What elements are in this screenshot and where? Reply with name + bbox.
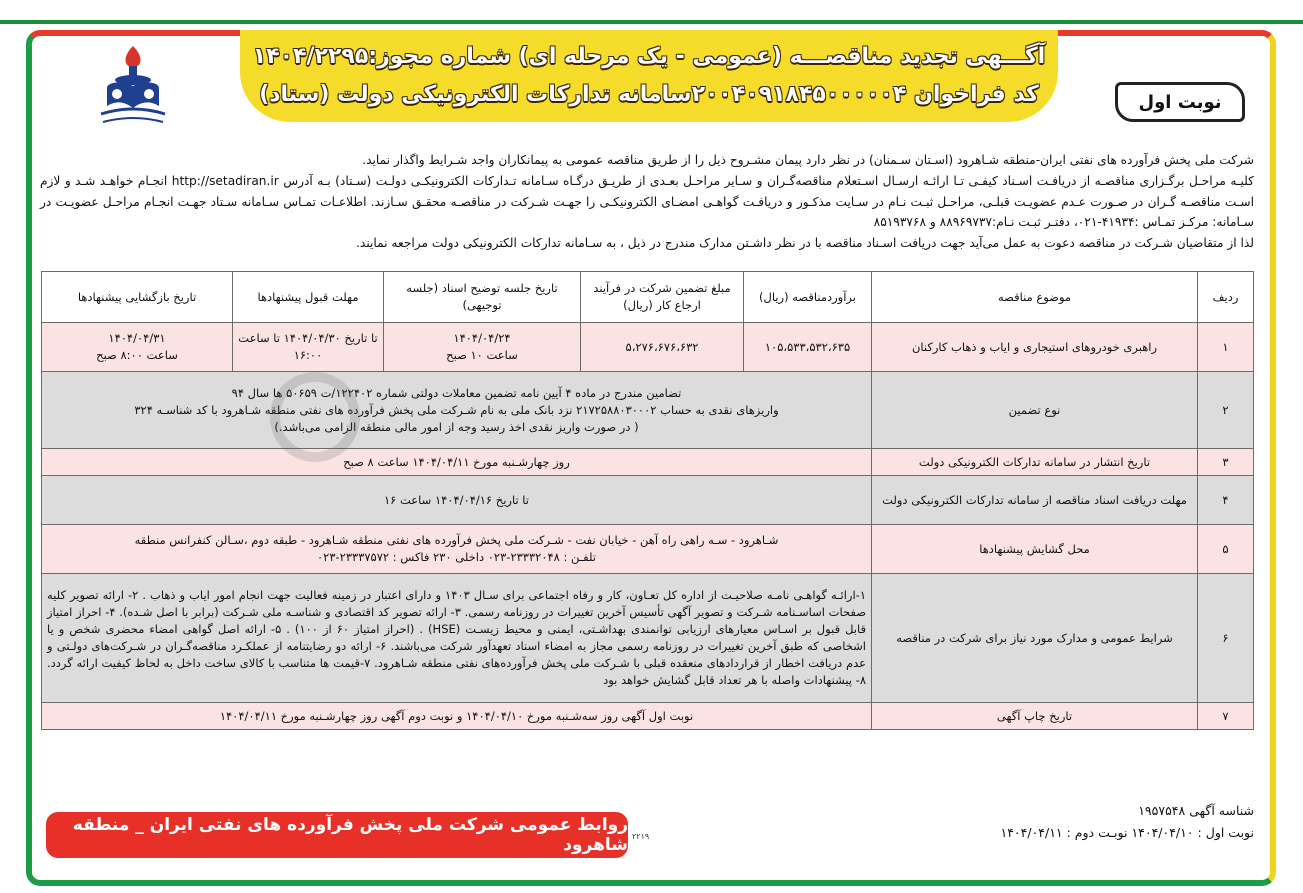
row4-value: تا تاریخ ۱۴۰۴/۰۴/۱۶ ساعت ۱۶ xyxy=(42,476,872,525)
header-opening: تاریخ بازگشایی پیشنهادها xyxy=(42,272,233,323)
row1-deadline-time: ۱۶:۰۰ xyxy=(293,348,323,362)
header-deadline: مهلت قبول پیشنهادها xyxy=(233,272,384,323)
row1-deadline-date: تا تاریخ ۱۴۰۴/۰۴/۳۰ تا ساعت xyxy=(238,331,378,345)
public-relations-banner: روابط عمومی شرکت ملی پخش فرآورده های نفتی ایران _ منطقه شاهرود xyxy=(46,812,628,858)
title-line-1: آگـــهی تجدید مناقصـــه (عمومی - یک مرحله ای) شماره مجوز:۱۴۰۴/۲۲۹۵ xyxy=(252,44,1046,69)
row1-briefing-date: ۱۴۰۴/۰۴/۲۴ xyxy=(453,331,511,345)
round-badge: نوبت اول xyxy=(1115,82,1245,122)
header-estimate: برآوردمناقصه (ریال) xyxy=(744,272,872,323)
row1-estimate: ۱۰۵،۵۳۳،۵۳۲،۶۳۵ xyxy=(744,323,872,372)
row6-label: شرایط عمومی و مدارک مورد نیاز برای شرکت در مناقصه xyxy=(872,574,1198,703)
row7-label: تاریخ چاپ آگهی xyxy=(872,703,1198,730)
row7-value: نوبت اول آگهی روز سه‌شـنبه مورخ ۱۴۰۴/۰۴/۱۰ و نوبت دوم آگهی روز چهارشـنبه مورخ ۱۴۰۴/۰۴/۱۱ xyxy=(42,703,872,730)
row6-value: ۱-ارائـه گواهـی نامـه صلاحیـت از اداره کل تعـاون، کار و رفاه اجتماعی برای سـال ۱۴۰۳ و دارای اعتبار در زمینه فعالیت جهت انجام امور ایاب و ذهاب . ۲- ارائه تصویر کلیه صفحات اساسـنامه شـرکت و تصویر آگهی تأسیس آخرین تغییرات در روزنامه رسمی. ۳- ارائه تصویر کد اقتصادی و شناسـه ملی شـرکت (برابر با اصل شـده). ۴- احراز امتیاز قابل قبول بر اسـاس معیارهای ارزیابی توانمندی بهداشـتی، ایمنی و محیط زیسـت (HSE) . (احراز امتیاز ۶۰ از ۱۰۰) . ۵- ارائه اصل گواهی امضاء محضری شخص و یا اشخاصی که طبق آخرین تغییرات در روزنامه رسمی مجاز به امضاء اسناد تعهدآور شرکت می‌باشند. ۶- ارائه دو رضایتنامه از عملکـرد مناقصه‌گـران در شـرکت‌های دولـتی و عدم دریافت اخطار از قراردادهای منعقده قبلی با شـرکت ملی پخش فرآورده‌های نفتی منطقه شـاهرود. ۷-قیمت ها متناسب با کالای ساخت داخل به لحاظ کیفیت ارائه گردد. ۸- پیشنهادات واصله با هر تعداد قابل گشایش خواهد بود xyxy=(42,574,872,703)
table-row xyxy=(42,525,1254,574)
row2-no: ۲ xyxy=(1198,372,1254,449)
top-strip xyxy=(0,0,1303,24)
row1-briefing-time: ساعت ۱۰ صبح xyxy=(446,348,518,362)
oil-company-logo-icon xyxy=(93,44,173,128)
row5-no: ۵ xyxy=(1198,525,1254,574)
row1-opening-date: ۱۴۰۴/۰۴/۳۱ xyxy=(108,331,166,345)
footer-dates: نوبت اول : ۱۴۰۴/۰۴/۱۰ نوبـت دوم : ۱۴۰۴/۰۴/۱۱ xyxy=(1000,825,1254,840)
row2-line-2: واریزهای نقدی به حساب ۲۱۷۲۵۸۸۰۳۰۰۰۲ نزد بانک ملی به نام شـرکت ملی پخش فرآورده های نفتی منطقه شـاهرود با کد شناسـه ۳۲۴ xyxy=(134,402,779,417)
header-briefing: تاریخ جلسه توضیح اسناد (جلسه توجیهی) xyxy=(384,272,581,323)
row2-value xyxy=(42,372,872,449)
row1-opening xyxy=(42,323,233,372)
row3-no: ۳ xyxy=(1198,449,1254,476)
table-row xyxy=(42,449,1254,476)
row3-value: روز چهارشـنبه مورخ ۱۴۰۴/۰۴/۱۱ ساعت ۸ صبح xyxy=(42,449,872,476)
table-header-row xyxy=(42,272,1254,323)
row3-label: تاریخ انتشار در سامانه تدارکات الکترونیکی دولت xyxy=(872,449,1198,476)
row5-value xyxy=(42,525,872,574)
table-row xyxy=(42,372,1254,449)
row5-line-1: شـاهرود - سـه راهی راه آهن - خیابان نفت - شـرکت ملی پخش فرآورده های نفتی منطقه شـاهرود - طبقه دوم ،سـالن کنفرانس منطقه xyxy=(134,533,779,547)
header-row-no: ردیف xyxy=(1198,272,1254,323)
table-row xyxy=(42,574,1254,703)
table-row xyxy=(42,476,1254,525)
row5-line-2: تلفـن : ۲۳۳۳۲۰۴۸-۰۲۳ داخلی ۲۳۰ فاکس : ۲۳۳۳۷۵۷۲-۰۲۳ xyxy=(316,550,596,564)
row1-opening-time: ساعت ۸:۰۰ صبح xyxy=(96,348,178,362)
row1-briefing xyxy=(384,323,581,372)
header-subject: موضوع مناقصه xyxy=(872,272,1198,323)
row1-deadline xyxy=(233,323,384,372)
row5-label: محل گشایش پیشنهادها xyxy=(872,525,1198,574)
intro-line-3: لذا از متقاضیان شـرکت در مناقصه دعوت به عمل می‌آید جهت دریافت اسـناد مناقصه با در نظر داشـتن مدارک مندرج در ذیل ، به سـامانه تدارکات الکترونیکی دولت مراجعه نمایند. xyxy=(356,236,1254,251)
print-code: ۲۲۱۹ xyxy=(632,832,650,841)
header-guarantee: مبلغ تضمین شرکت در فرآیند ارجاع کار (ریال) xyxy=(581,272,744,323)
row2-line-3: ( در صورت واریز نقدی اخذ رسید وجه از امور مالی منطقه الزامی می‌باشد.) xyxy=(274,419,639,434)
footer-ids xyxy=(910,800,1254,844)
ad-id: شناسه آگهی ۱۹۵۷۵۴۸ xyxy=(1138,803,1254,818)
company-logo xyxy=(74,44,192,154)
row2-label: نوع تضمین xyxy=(872,372,1198,449)
tender-table xyxy=(41,271,1254,730)
table-row xyxy=(42,323,1254,372)
row6-no: ۶ xyxy=(1198,574,1254,703)
row1-no: ۱ xyxy=(1198,323,1254,372)
row7-no: ۷ xyxy=(1198,703,1254,730)
table-row xyxy=(42,703,1254,730)
row2-line-1: تضامین مندرج در ماده ۴ آیین نامه تضمین معاملات دولتی شماره ۱۲۲۴۰۲/ت ۵۰۶۵۹ ها سال ۹۴ xyxy=(231,385,682,400)
row1-subject: راهبری خودروهای استیجاری و ایاب و ذهاب کارکنان xyxy=(872,323,1198,372)
row4-label: مهلت دریافت اسناد مناقصه از سامانه تدارکات الکترونیکی دولت xyxy=(872,476,1198,525)
intro-paragraph xyxy=(40,150,1254,254)
title-banner xyxy=(240,30,1058,122)
intro-line-1: شرکت ملی پخش فرآورده های نفتی ایران-منطقه شـاهرود (اسـتان سـمنان) در نظر دارد پیمان مشـروح ذیل را از طریق مناقصه عمومی به پیمانکاران واجد شـرایط واگذار نماید. xyxy=(362,153,1254,167)
intro-line-2: کلیـه مراحـل برگـزاری مناقصـه از دریافـت اسـناد کیفـی تـا ارائـه ارسـال اسـتعلام مناقصه‌گـران و سـایر مراحـل بعـدی از طریـق درگـاه سـامانه تـدارکات الکترونیکـی دولـت (سـتاد) بـه آدرس http://setadiran.ir انجـام خواهـد شـد و لازم اسـت مناقصـه گـران در صـورت عـدم عضویـت قبلـی، مراحـل ثبـت نـام در سـایت مذکـور و دریافـت گواهـی امضـای الکترونیکـی را جهـت شـرکت در مناقصـه محقـق سـازند. اطلاعـات تمـاس سـامانه سـتاد جهـت انجـام مراحـل عضویـت در سـامانه: مرکـز تمـاس :۴۱۹۳۴-۰۲۱، دفتـر ثبـت نـام:۸۸۹۶۹۷۳۷ و ۸۵۱۹۳۷۶۸ xyxy=(40,173,1254,230)
row1-guarantee: ۵،۲۷۶،۶۷۶،۶۳۲ xyxy=(581,323,744,372)
title-line-2: کد فراخوان ۲۰۰۴۰۹۱۸۴۵۰۰۰۰۰۴سامانه تدارکات الکترونیکی دولت (ستاد) xyxy=(259,82,1039,107)
row4-no: ۴ xyxy=(1198,476,1254,525)
